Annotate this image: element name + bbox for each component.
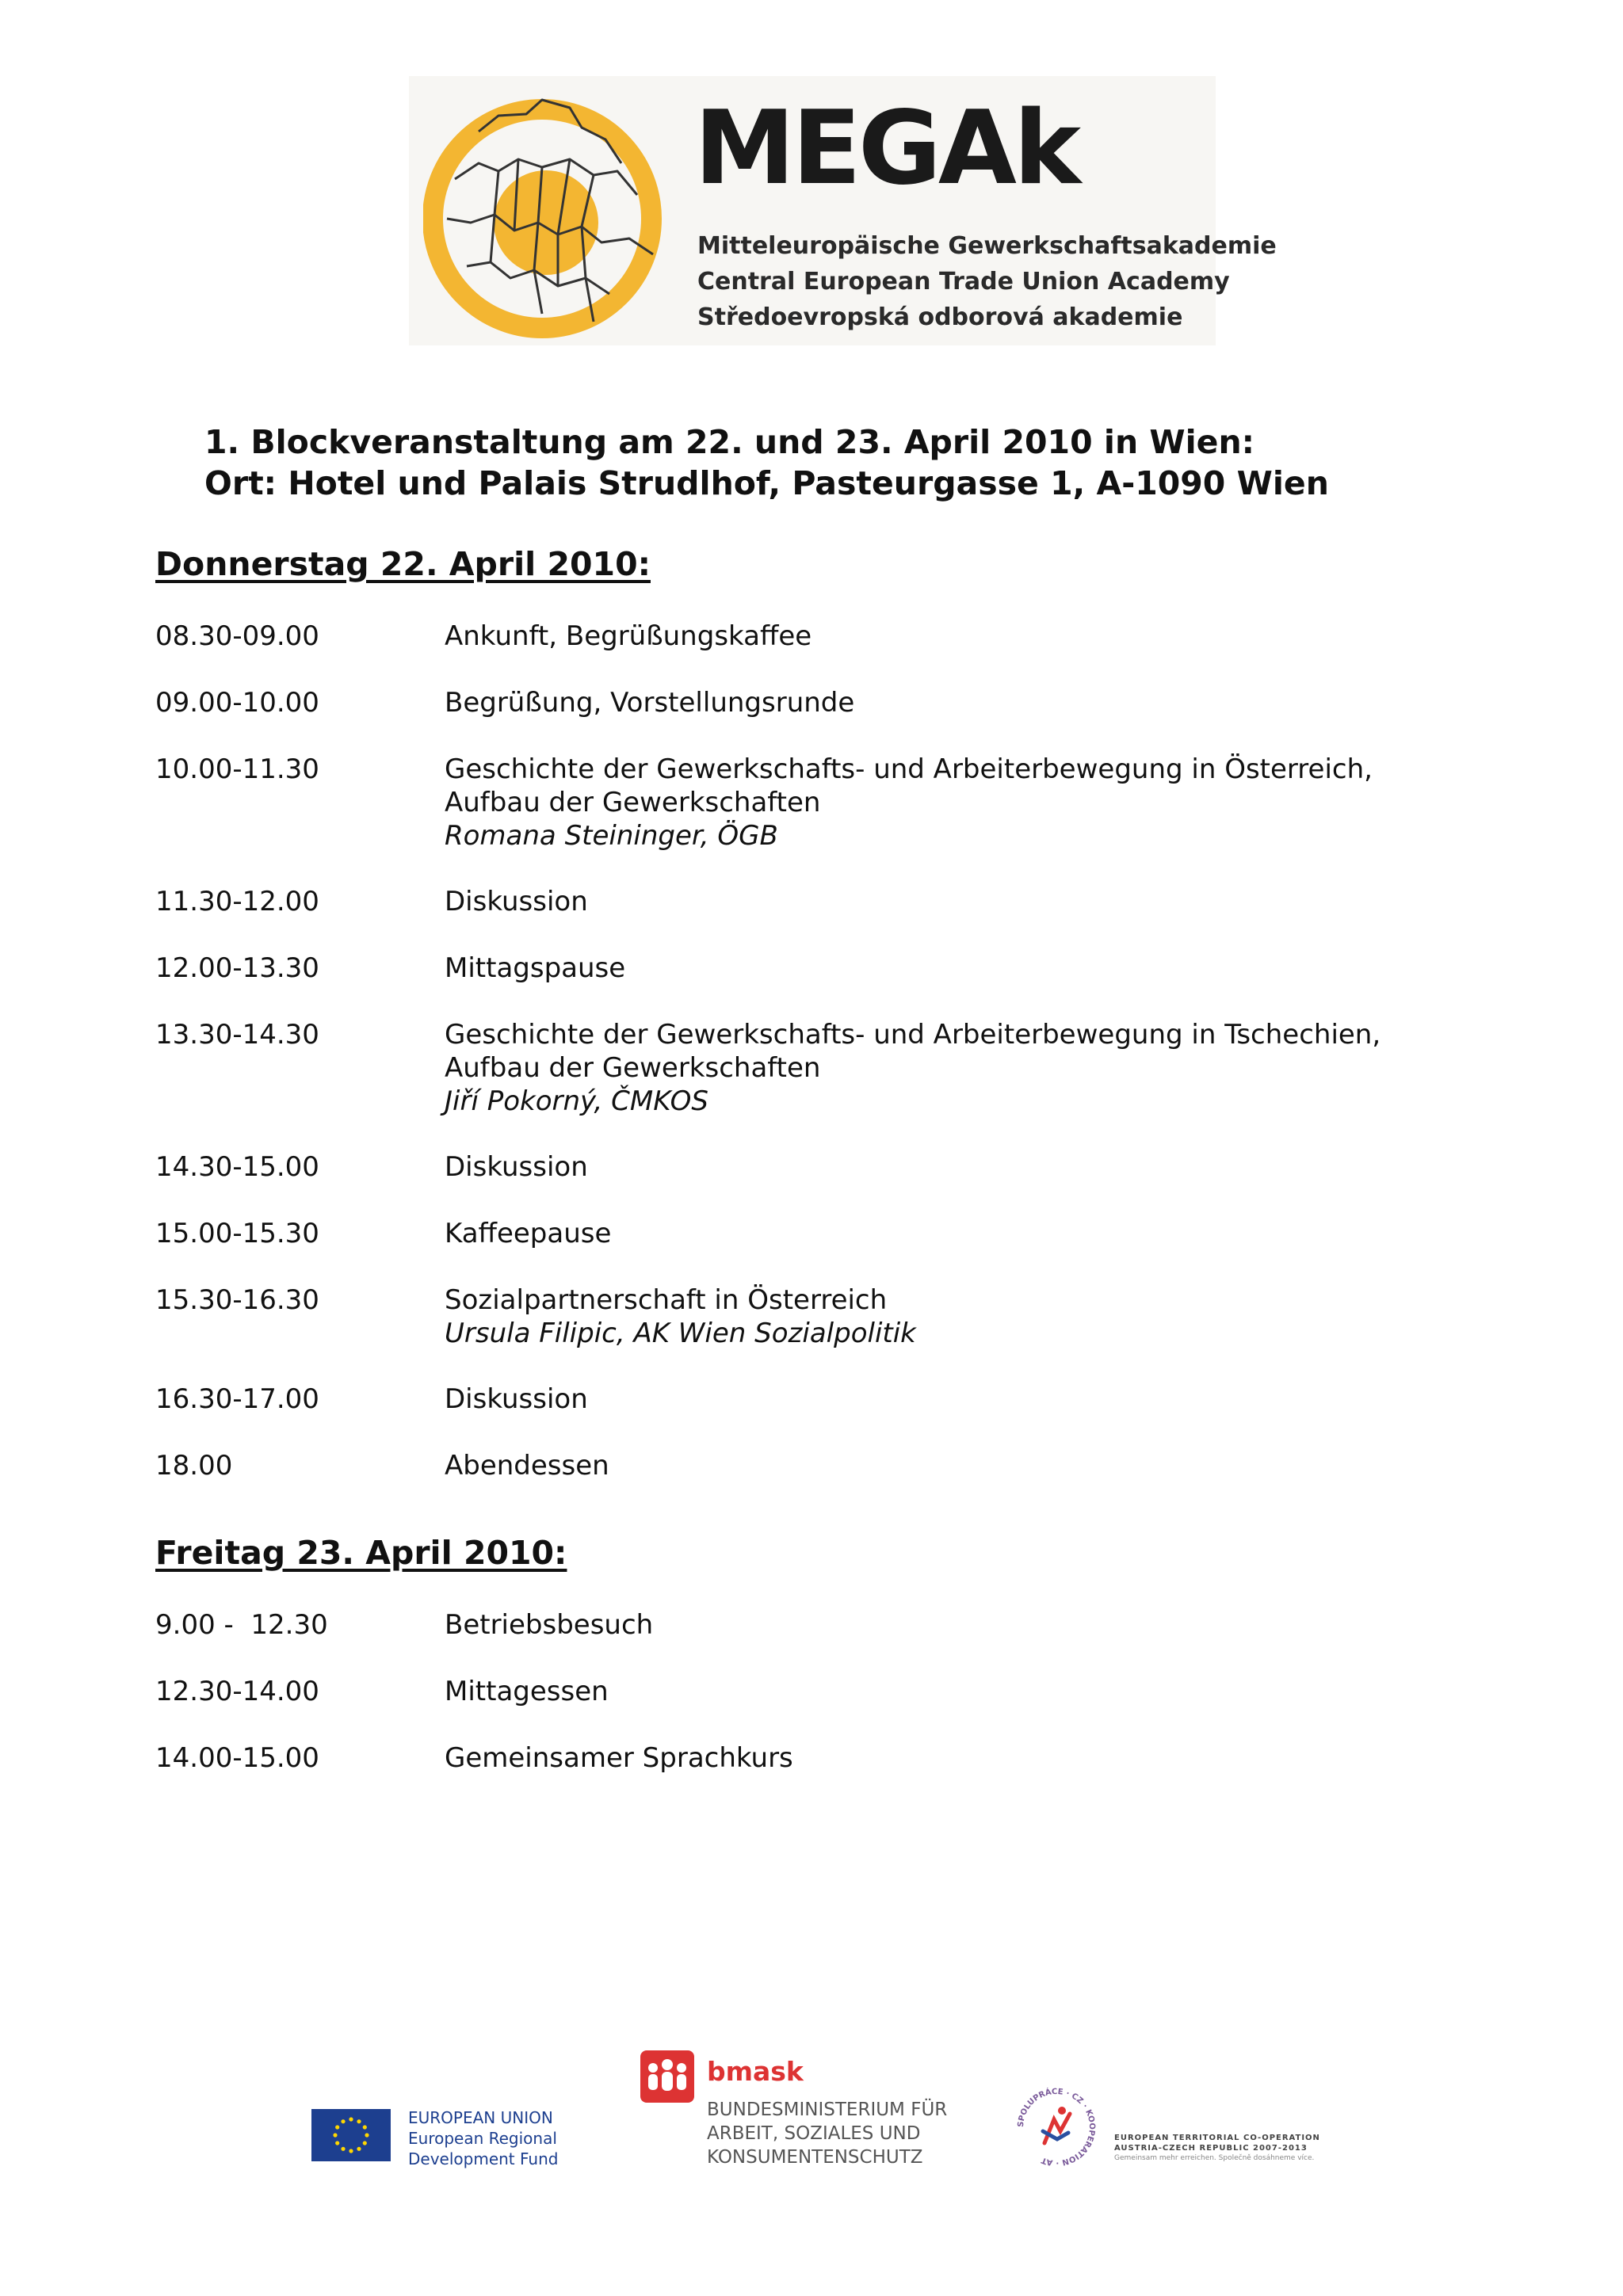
megak-emblem-icon bbox=[423, 84, 675, 341]
bmask-name: bmask bbox=[707, 2056, 804, 2087]
speaker-name: Romana Steininger, ÖGB bbox=[445, 820, 778, 852]
schedule-time: 09.00-10.00 bbox=[155, 687, 319, 719]
schedule-time: 15.00-15.30 bbox=[155, 1218, 319, 1249]
schedule-text: Ankunft, Begrüßungskaffee bbox=[445, 620, 812, 652]
schedule-text: Aufbau der Gewerkschaften bbox=[445, 1052, 821, 1084]
schedule-text: Sozialpartnerschaft in Österreich bbox=[445, 1284, 888, 1316]
eu-line-2: European Regional bbox=[408, 2129, 557, 2148]
schedule-description bbox=[445, 1675, 609, 1708]
schedule-description bbox=[445, 952, 625, 985]
schedule-description bbox=[445, 1741, 793, 1775]
schedule-description bbox=[445, 1018, 1381, 1118]
schedule-text: Diskussion bbox=[445, 1151, 588, 1183]
bmask-ministry-text bbox=[707, 2098, 947, 2169]
eu-logo bbox=[311, 2104, 581, 2168]
megak-logo bbox=[409, 76, 1277, 345]
logo-subtitle-de: Mitteleuropäische Gewerkschaftsakademie bbox=[697, 232, 1277, 260]
schedule-time: 16.30-17.00 bbox=[155, 1383, 319, 1415]
schedule-description bbox=[445, 885, 588, 918]
eu-logo-text bbox=[408, 2107, 558, 2169]
event-location: Ort: Hotel und Palais Strudlhof, Pasteurgasse 1, A-1090 Wien bbox=[204, 464, 1329, 502]
bmask-people-icon bbox=[640, 2050, 694, 2103]
event-title: 1. Blockveranstaltung am 22. und 23. April 2010 in Wien: bbox=[204, 423, 1255, 461]
eu-flag-icon bbox=[311, 2109, 391, 2161]
logo-subtitle-en: Central European Trade Union Academy bbox=[697, 268, 1230, 296]
schedule-time: 12.30-14.00 bbox=[155, 1676, 319, 1707]
schedule-text: Aufbau der Gewerkschaften bbox=[445, 787, 821, 818]
schedule-text: Diskussion bbox=[445, 886, 588, 917]
bmask-line-3: KONSUMENTENSCHUTZ bbox=[707, 2147, 923, 2168]
schedule-time: 12.00-13.30 bbox=[155, 952, 319, 984]
schedule-description bbox=[445, 1383, 588, 1416]
etc-seal-icon bbox=[1013, 2084, 1100, 2171]
schedule-description bbox=[445, 1283, 916, 1350]
schedule-time: 18.00 bbox=[155, 1450, 233, 1482]
etc-line-2: AUSTRIA-CZECH REPUBLIC 2007-2013 bbox=[1114, 2144, 1308, 2153]
schedule-description bbox=[445, 753, 1373, 852]
etc-seal-text: SPOLUPRÁCE · CZ · KOOPERATION · AT bbox=[1016, 2087, 1097, 2168]
eu-line-3: Development Fund bbox=[408, 2149, 559, 2168]
schedule-description bbox=[445, 620, 812, 653]
schedule-time: 14.00-15.00 bbox=[155, 1742, 319, 1774]
etc-line-1: EUROPEAN TERRITORIAL CO-OPERATION bbox=[1114, 2134, 1320, 2142]
day-heading-friday: Freitag 23. April 2010: bbox=[155, 1534, 567, 1572]
schedule-description bbox=[445, 1449, 609, 1482]
schedule-description bbox=[445, 1150, 588, 1184]
schedule-time: 14.30-15.00 bbox=[155, 1151, 319, 1183]
logo-wordmark: MEGAk bbox=[694, 90, 1079, 208]
schedule-text: Geschichte der Gewerkschafts- und Arbeiterbewegung in Tschechien, bbox=[445, 1019, 1381, 1051]
etc-text bbox=[1114, 2133, 1320, 2164]
schedule-description bbox=[445, 1217, 611, 1250]
schedule-time: 08.30-09.00 bbox=[155, 620, 319, 652]
schedule-text: Geschichte der Gewerkschafts- und Arbeiterbewegung in Österreich, bbox=[445, 753, 1373, 785]
schedule-text: Mittagessen bbox=[445, 1676, 609, 1707]
schedule-text: Kaffeepause bbox=[445, 1218, 612, 1249]
speaker-name: Jiří Pokorný, ČMKOS bbox=[445, 1085, 708, 1117]
schedule-text: Diskussion bbox=[445, 1383, 588, 1415]
etc-tagline: Gemeinsam mehr erreichen. Společně dosáhneme více. bbox=[1114, 2154, 1315, 2162]
schedule-text: Mittagspause bbox=[445, 952, 626, 984]
bmask-line-1: BUNDESMINISTERIUM FÜR bbox=[707, 2100, 948, 2120]
schedule-time: 11.30-12.00 bbox=[155, 886, 319, 917]
schedule-time: 15.30-16.30 bbox=[155, 1284, 319, 1316]
schedule-text: Abendessen bbox=[445, 1450, 609, 1482]
bmask-logo bbox=[640, 2050, 957, 2169]
day-heading-thursday: Donnerstag 22. April 2010: bbox=[155, 545, 651, 583]
schedule-text: Begrüßung, Vorstellungsrunde bbox=[445, 687, 855, 719]
bmask-line-2: ARBEIT, SOZIALES UND bbox=[707, 2123, 921, 2144]
schedule-description bbox=[445, 1608, 653, 1642]
schedule-time: 13.30-14.30 bbox=[155, 1019, 319, 1051]
etc-logo bbox=[1013, 2084, 1320, 2179]
speaker-name: Ursula Filipic, AK Wien Sozialpolitik bbox=[445, 1318, 916, 1349]
eu-line-1: EUROPEAN UNION bbox=[408, 2108, 553, 2127]
schedule-text: Betriebsbesuch bbox=[445, 1609, 654, 1641]
logo-subtitle-cz: Středoevropská odborová akademie bbox=[697, 303, 1183, 331]
schedule-text: Gemeinsamer Sprachkurs bbox=[445, 1742, 793, 1774]
schedule-time: 9.00 - 12.30 bbox=[155, 1609, 328, 1641]
schedule-time: 10.00-11.30 bbox=[155, 753, 319, 785]
schedule-description bbox=[445, 686, 854, 719]
